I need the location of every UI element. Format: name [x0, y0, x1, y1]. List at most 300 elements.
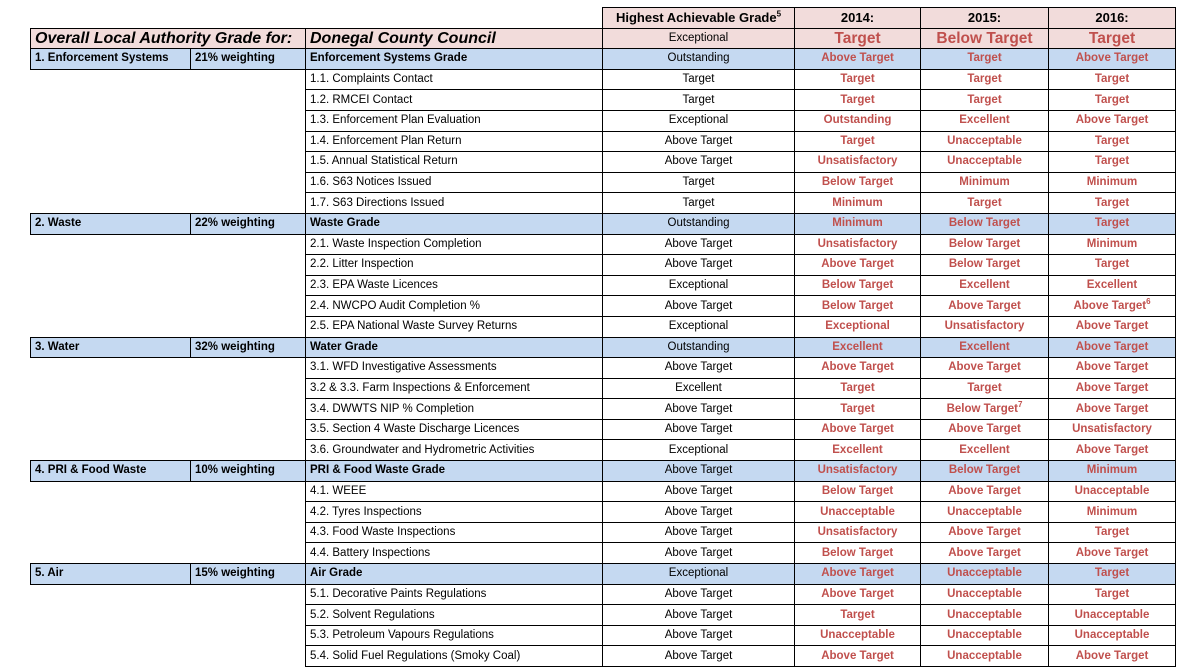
item-grade-2014	[795, 316, 921, 337]
item-row	[31, 152, 1176, 173]
grade-text: Unacceptable	[1074, 484, 1150, 497]
item-name: 3.6. Groundwater and Hydrometric Activities	[306, 440, 603, 461]
blank-cell	[31, 481, 306, 502]
grade-text: Unacceptable	[947, 134, 1022, 147]
item-grade-2014	[795, 90, 921, 111]
item-highest-grade: Above Target	[603, 152, 795, 173]
item-name: 5.4. Solid Fuel Regulations (Smoky Coal)	[306, 646, 603, 667]
item-grade-2016	[1049, 358, 1176, 379]
item-grade-2014	[795, 543, 921, 564]
item-grade-2014	[795, 234, 921, 255]
item-grade-2016	[1049, 193, 1176, 214]
item-grade-2015	[921, 316, 1049, 337]
item-highest-grade: Above Target	[603, 646, 795, 667]
item-name: 3.1. WFD Investigative Assessments	[306, 358, 603, 379]
grade-text: Target	[1094, 526, 1130, 539]
item-grade-2016	[1049, 69, 1176, 90]
overall-grade: Target	[795, 28, 921, 49]
grade-text: Unsatisfactory	[817, 155, 898, 168]
grade-text: Above Target	[821, 423, 894, 436]
grade-text: Minimum	[959, 176, 1010, 189]
blank-cell	[31, 110, 306, 131]
item-name: 5.1. Decorative Paints Regulations	[306, 584, 603, 605]
grade-text: Unacceptable	[947, 608, 1022, 621]
item-highest-grade: Exceptional	[603, 110, 795, 131]
overall-grade: Below Target	[921, 28, 1049, 49]
item-grade-2015	[921, 110, 1049, 131]
item-grade-2015	[921, 358, 1049, 379]
grade-text: Above Target	[821, 258, 894, 271]
item-highest-grade: Above Target	[603, 358, 795, 379]
blank-cell	[31, 358, 306, 379]
section-grade-2014: Above Target	[795, 564, 921, 585]
item-highest-grade: Above Target	[603, 625, 795, 646]
item-grade-2015	[921, 255, 1049, 276]
item-grade-2015	[921, 605, 1049, 626]
item-highest-grade: Above Target	[603, 296, 795, 317]
item-grade-2016	[1049, 605, 1176, 626]
item-grade-2015	[921, 481, 1049, 502]
grade-text: Target	[1094, 587, 1130, 600]
grade-text: Unacceptable	[947, 629, 1022, 642]
item-name: 4.4. Battery Inspections	[306, 543, 603, 564]
item-grade-2014	[795, 172, 921, 193]
grade-text: Below Target	[946, 402, 1018, 415]
item-grade-2014	[795, 646, 921, 667]
blank-cell	[31, 543, 306, 564]
item-highest-grade: Above Target	[603, 605, 795, 626]
blank-cell	[31, 440, 306, 461]
section-grade-2016: Above Target	[1049, 49, 1176, 70]
item-grade-2016	[1049, 152, 1176, 173]
item-row	[31, 440, 1176, 461]
section-row	[31, 213, 1176, 234]
section-name: 3. Water	[31, 337, 191, 358]
grade-text: Unacceptable	[820, 629, 895, 642]
item-grade-2016	[1049, 234, 1176, 255]
blank-cell	[31, 522, 306, 543]
item-row	[31, 399, 1176, 420]
overall-row	[31, 28, 1176, 49]
section-grade-name: Waste Grade	[306, 213, 603, 234]
grade-text: Above Target	[1075, 361, 1149, 374]
item-grade-2016	[1049, 522, 1176, 543]
item-grade-2014	[795, 440, 921, 461]
blank-cell	[31, 255, 306, 276]
blank-cell	[31, 131, 306, 152]
grade-text: Target	[840, 134, 875, 147]
item-name: 3.5. Section 4 Waste Discharge Licences	[306, 419, 603, 440]
year-header: 2015:	[921, 8, 1049, 29]
item-grade-2016	[1049, 275, 1176, 296]
item-row	[31, 193, 1176, 214]
item-highest-grade: Above Target	[603, 419, 795, 440]
highest-grade-header	[603, 8, 795, 29]
item-grade-2014	[795, 378, 921, 399]
item-grade-2016	[1049, 502, 1176, 523]
item-grade-2015	[921, 543, 1049, 564]
item-name: 2.3. EPA Waste Licences	[306, 275, 603, 296]
blank-cell	[31, 316, 306, 337]
grade-text: Minimum	[832, 196, 883, 209]
section-grade-name: Water Grade	[306, 337, 603, 358]
item-name: 5.2. Solvent Regulations	[306, 605, 603, 626]
grade-text: Excellent	[832, 443, 883, 456]
item-name: 1.3. Enforcement Plan Evaluation	[306, 110, 603, 131]
item-grade-2016	[1049, 543, 1176, 564]
item-name: 2.4. NWCPO Audit Completion %	[306, 296, 603, 317]
grade-text: Target	[840, 402, 875, 415]
footnote-ref: 6	[1146, 296, 1151, 306]
section-highest-grade: Above Target	[603, 461, 795, 482]
item-row	[31, 316, 1176, 337]
item-grade-2016	[1049, 646, 1176, 667]
item-row	[31, 110, 1176, 131]
section-grade-2014: Unsatisfactory	[795, 461, 921, 482]
grade-text: Unsatisfactory	[1072, 423, 1152, 436]
item-grade-2015	[921, 193, 1049, 214]
item-highest-grade: Target	[603, 90, 795, 111]
section-grade-name: PRI & Food Waste Grade	[306, 461, 603, 482]
section-grade-2015: Unacceptable	[921, 564, 1049, 585]
section-grade-2014: Above Target	[795, 49, 921, 70]
item-grade-2015	[921, 502, 1049, 523]
section-name: 5. Air	[31, 564, 191, 585]
section-row	[31, 49, 1176, 70]
grade-text: Above Target	[821, 587, 894, 600]
item-grade-2016	[1049, 481, 1176, 502]
item-grade-2015	[921, 90, 1049, 111]
grade-text: Unacceptable	[947, 505, 1022, 518]
section-highest-grade: Outstanding	[603, 213, 795, 234]
highest-grade-label: Highest Achievable Grade	[615, 10, 777, 26]
item-grade-2015	[921, 584, 1049, 605]
item-name: 4.3. Food Waste Inspections	[306, 522, 603, 543]
item-row	[31, 358, 1176, 379]
grade-text: Below Target	[948, 258, 1021, 271]
blank-cell	[31, 646, 306, 667]
item-name: 2.1. Waste Inspection Completion	[306, 234, 603, 255]
section-grade-2015: Excellent	[921, 337, 1049, 358]
grade-text: Target	[1094, 93, 1130, 106]
grade-text: Minimum	[1086, 176, 1138, 189]
item-highest-grade: Exceptional	[603, 316, 795, 337]
item-grade-2014	[795, 69, 921, 90]
item-grade-2016	[1049, 399, 1176, 420]
grade-text: Excellent	[959, 279, 1010, 292]
item-name: 4.1. WEEE	[306, 481, 603, 502]
item-grade-2016	[1049, 255, 1176, 276]
blank-cell	[31, 172, 306, 193]
section-grade-2015: Below Target	[921, 461, 1049, 482]
item-grade-2014	[795, 481, 921, 502]
section-weighting: 21% weighting	[191, 49, 306, 70]
item-grade-2015	[921, 646, 1049, 667]
blank-cell	[31, 275, 306, 296]
section-grade-2016: Target	[1049, 213, 1176, 234]
grade-text: Target	[967, 381, 1002, 394]
section-grade-2014: Minimum	[795, 213, 921, 234]
grade-text: Unsatisfactory	[817, 526, 898, 539]
header-spacer	[31, 8, 603, 29]
grade-text: Above Target	[948, 546, 1021, 559]
item-grade-2014	[795, 584, 921, 605]
grade-text: Above Target	[1075, 402, 1149, 415]
section-grade-2016: Target	[1049, 564, 1176, 585]
item-grade-2014	[795, 255, 921, 276]
item-name: 5.3. Petroleum Vapours Regulations	[306, 625, 603, 646]
grade-text: Below Target	[821, 484, 894, 497]
item-row	[31, 275, 1176, 296]
item-grade-2016	[1049, 172, 1176, 193]
grade-text: Below Target	[821, 279, 894, 292]
item-row	[31, 625, 1176, 646]
section-name: 2. Waste	[31, 213, 191, 234]
item-row	[31, 522, 1176, 543]
section-grade-name: Air Grade	[306, 564, 603, 585]
grade-text: Above Target	[948, 299, 1021, 312]
grade-text: Target	[840, 73, 875, 86]
grade-text: Above Target	[1075, 443, 1149, 456]
item-row	[31, 502, 1176, 523]
item-grade-2016	[1049, 296, 1176, 317]
grade-text: Target	[967, 196, 1002, 209]
blank-cell	[31, 625, 306, 646]
section-grade-2014: Excellent	[795, 337, 921, 358]
section-grade-name: Enforcement Systems Grade	[306, 49, 603, 70]
grade-table-body	[31, 8, 1176, 667]
grade-text: Above Target	[1075, 114, 1149, 127]
item-row	[31, 90, 1176, 111]
year-header: 2014:	[795, 8, 921, 29]
blank-cell	[31, 152, 306, 173]
item-grade-2016	[1049, 110, 1176, 131]
item-grade-2014	[795, 131, 921, 152]
item-grade-2015	[921, 131, 1049, 152]
item-grade-2015	[921, 152, 1049, 173]
grade-text: Outstanding	[823, 114, 892, 127]
grade-text: Target	[1094, 196, 1130, 209]
section-highest-grade: Outstanding	[603, 337, 795, 358]
item-grade-2016	[1049, 316, 1176, 337]
overall-label: Overall Local Authority Grade for:	[31, 28, 306, 49]
overall-highest: Exceptional	[603, 28, 795, 49]
item-highest-grade: Above Target	[603, 481, 795, 502]
section-grade-2015: Target	[921, 49, 1049, 70]
item-grade-2016	[1049, 625, 1176, 646]
blank-cell	[31, 296, 306, 317]
item-grade-2015	[921, 296, 1049, 317]
grade-table	[30, 7, 1176, 667]
grade-text: Above Target	[948, 361, 1021, 374]
section-weighting: 32% weighting	[191, 337, 306, 358]
grade-text: Exceptional	[825, 320, 890, 333]
grade-text: Above Target	[1073, 299, 1147, 312]
item-grade-2016	[1049, 378, 1176, 399]
item-row	[31, 584, 1176, 605]
section-grade-2015: Below Target	[921, 213, 1049, 234]
item-name: 1.6. S63 Notices Issued	[306, 172, 603, 193]
section-grade-2016: Above Target	[1049, 337, 1176, 358]
item-grade-2014	[795, 358, 921, 379]
blank-cell	[31, 605, 306, 626]
item-name: 3.4. DWWTS NIP % Completion	[306, 399, 603, 420]
item-grade-2014	[795, 625, 921, 646]
item-grade-2015	[921, 234, 1049, 255]
item-grade-2016	[1049, 440, 1176, 461]
item-grade-2014	[795, 275, 921, 296]
section-name: 4. PRI & Food Waste	[31, 461, 191, 482]
item-grade-2015	[921, 172, 1049, 193]
item-highest-grade: Above Target	[603, 131, 795, 152]
item-grade-2015	[921, 275, 1049, 296]
item-row	[31, 605, 1176, 626]
grade-text: Unacceptable	[947, 155, 1022, 168]
item-grade-2015	[921, 69, 1049, 90]
footnote-ref: 5	[776, 9, 782, 19]
item-highest-grade: Excellent	[603, 378, 795, 399]
grade-text: Above Target	[948, 484, 1021, 497]
section-weighting: 10% weighting	[191, 461, 306, 482]
section-row	[31, 461, 1176, 482]
item-grade-2014	[795, 419, 921, 440]
section-weighting: 22% weighting	[191, 213, 306, 234]
section-highest-grade: Exceptional	[603, 564, 795, 585]
item-grade-2016	[1049, 419, 1176, 440]
item-grade-2014	[795, 296, 921, 317]
grade-text: Above Target	[1075, 649, 1149, 662]
section-row	[31, 564, 1176, 585]
council-name: Donegal County Council	[306, 28, 603, 49]
grade-text: Target	[840, 381, 875, 394]
grade-text: Unacceptable	[1074, 629, 1150, 642]
grade-text: Above Target	[948, 423, 1021, 436]
grade-text: Target	[840, 93, 875, 106]
item-grade-2014	[795, 399, 921, 420]
grade-text: Target	[1094, 134, 1130, 147]
grade-text: Unacceptable	[947, 649, 1022, 662]
grade-text: Above Target	[1075, 381, 1149, 394]
grade-text: Target	[1094, 258, 1130, 271]
item-name: 1.7. S63 Directions Issued	[306, 193, 603, 214]
item-highest-grade: Target	[603, 193, 795, 214]
grade-text: Target	[840, 608, 875, 621]
item-highest-grade: Above Target	[603, 502, 795, 523]
item-grade-2014	[795, 152, 921, 173]
grade-text: Minimum	[1086, 237, 1138, 250]
item-row	[31, 543, 1176, 564]
item-grade-2014	[795, 502, 921, 523]
item-grade-2014	[795, 110, 921, 131]
grade-text: Unacceptable	[947, 587, 1022, 600]
item-row	[31, 234, 1176, 255]
item-grade-2016	[1049, 90, 1176, 111]
blank-cell	[31, 234, 306, 255]
item-name: 4.2. Tyres Inspections	[306, 502, 603, 523]
blank-cell	[31, 69, 306, 90]
footnote-ref: 7	[1017, 399, 1023, 409]
header-row	[31, 8, 1176, 29]
item-row	[31, 481, 1176, 502]
grade-text: Unsatisfactory	[817, 237, 898, 250]
grade-text: Above Target	[1075, 320, 1149, 333]
blank-cell	[31, 502, 306, 523]
item-highest-grade: Above Target	[603, 234, 795, 255]
item-row	[31, 296, 1176, 317]
item-grade-2015	[921, 625, 1049, 646]
grade-text: Unacceptable	[820, 505, 895, 518]
item-grade-2016	[1049, 131, 1176, 152]
item-grade-2015	[921, 399, 1049, 420]
grade-text: Above Target	[1075, 546, 1149, 559]
grade-text: Target	[1094, 73, 1130, 86]
blank-cell	[31, 378, 306, 399]
section-weighting: 15% weighting	[191, 564, 306, 585]
item-grade-2014	[795, 605, 921, 626]
item-highest-grade: Above Target	[603, 543, 795, 564]
item-name: 3.2 & 3.3. Farm Inspections & Enforcement	[306, 378, 603, 399]
grade-text: Excellent	[959, 443, 1010, 456]
grade-text: Unsatisfactory	[944, 320, 1025, 333]
grade-text: Unacceptable	[1074, 608, 1150, 621]
item-grade-2014	[795, 193, 921, 214]
grade-text: Below Target	[821, 546, 894, 559]
grade-text: Target	[1094, 155, 1130, 168]
grade-text: Excellent	[1086, 279, 1138, 292]
grade-text: Above Target	[821, 361, 894, 374]
section-name: 1. Enforcement Systems	[31, 49, 191, 70]
grade-text: Above Target	[821, 649, 894, 662]
overall-grade: Target	[1049, 28, 1176, 49]
item-grade-2015	[921, 440, 1049, 461]
item-row	[31, 69, 1176, 90]
item-row	[31, 378, 1176, 399]
item-row	[31, 172, 1176, 193]
blank-cell	[31, 419, 306, 440]
year-header: 2016:	[1049, 8, 1176, 29]
item-row	[31, 255, 1176, 276]
item-name: 1.1. Complaints Contact	[306, 69, 603, 90]
grade-text: Target	[967, 93, 1002, 106]
item-row	[31, 131, 1176, 152]
item-name: 1.5. Annual Statistical Return	[306, 152, 603, 173]
item-highest-grade: Above Target	[603, 255, 795, 276]
item-name: 2.5. EPA National Waste Survey Returns	[306, 316, 603, 337]
item-name: 1.4. Enforcement Plan Return	[306, 131, 603, 152]
item-row	[31, 646, 1176, 667]
grade-text: Minimum	[1086, 505, 1138, 518]
item-grade-2014	[795, 522, 921, 543]
item-highest-grade: Above Target	[603, 522, 795, 543]
item-highest-grade: Above Target	[603, 584, 795, 605]
grade-text: Target	[967, 73, 1002, 86]
blank-cell	[31, 399, 306, 420]
grade-text: Below Target	[821, 176, 894, 189]
grade-text: Below Target	[821, 299, 894, 312]
item-highest-grade: Above Target	[603, 399, 795, 420]
section-grade-2016: Minimum	[1049, 461, 1176, 482]
item-highest-grade: Exceptional	[603, 275, 795, 296]
item-row	[31, 419, 1176, 440]
grade-text: Below Target	[948, 237, 1021, 250]
item-highest-grade: Target	[603, 69, 795, 90]
grade-text: Above Target	[948, 526, 1021, 539]
grade-text: Excellent	[959, 114, 1010, 127]
item-grade-2015	[921, 378, 1049, 399]
item-grade-2015	[921, 419, 1049, 440]
section-highest-grade: Outstanding	[603, 49, 795, 70]
section-row	[31, 337, 1176, 358]
